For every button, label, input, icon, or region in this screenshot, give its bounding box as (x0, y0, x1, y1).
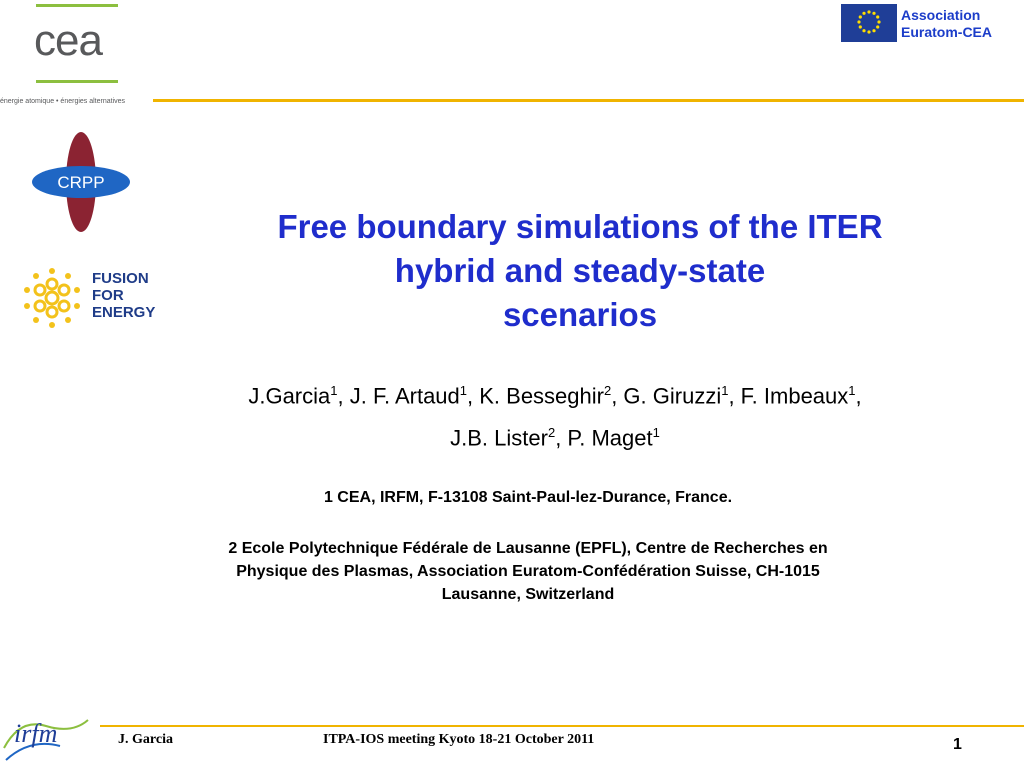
footer-author: J. Garcia (118, 732, 173, 747)
affiliation-2 (108, 537, 948, 606)
f4e-line2: FOR (92, 287, 124, 304)
crpp-logo (30, 132, 132, 232)
eu-flag-icon (841, 4, 897, 42)
affiliation-2-line2: Physique des Plasmas, Association Euratom-Confédération Suisse, CH-1015 (236, 563, 820, 580)
f4e-line1: FUSION (92, 270, 149, 287)
eu-association-line2: Euratom-CEA (901, 24, 993, 40)
title-line1: Free boundary simulations of the ITER (277, 208, 883, 245)
title-line3: scenarios (502, 296, 658, 333)
title-line2: hybrid and steady-state (394, 252, 766, 289)
fusion-for-energy-label (92, 270, 155, 321)
cea-logo-bar-top (36, 4, 118, 7)
header-divider (153, 99, 1024, 102)
footer-divider (100, 725, 1024, 727)
footer-meeting: ITPA-IOS meeting Kyoto 18-21 October 2011 (323, 732, 595, 747)
cea-logo-bar-bottom (36, 80, 118, 83)
cea-logo-tagline: énergie atomique • énergies alternatives (0, 98, 126, 105)
f4e-line3: ENERGY (92, 304, 156, 321)
irfm-logo-label: irfm (14, 719, 58, 748)
eu-association-label (901, 7, 992, 41)
author-line2: J.B. Lister$^2$, P. Maget$^1$ (450, 425, 660, 451)
affiliation-2-line1: 2 Ecole Polytechnique Fédérale de Lausanne (EPFL), Centre de Recherches en (228, 540, 828, 557)
affiliation-2-line3: Lausanne, Switzerland (441, 586, 615, 603)
irfm-logo (0, 708, 92, 768)
slide-title (200, 205, 960, 337)
cea-logo (0, 0, 153, 110)
affiliation-1: 1 CEA, IRFM, F-13108 Saint-Paul-lez-Durance, France. (323, 489, 733, 506)
author-line1: J.Garcia$^1$, J. F. Artaud$^1$, K. Besseghir$^2$, G. Giruzzi$^1$, F. Imbeaux$^1$, (248, 383, 862, 409)
page-number: 1 (953, 736, 962, 753)
author-list (130, 372, 980, 457)
cea-logo-word: cea (34, 16, 102, 65)
eu-association-line1: Association (901, 7, 981, 23)
crpp-logo-label: CRPP (57, 173, 105, 192)
